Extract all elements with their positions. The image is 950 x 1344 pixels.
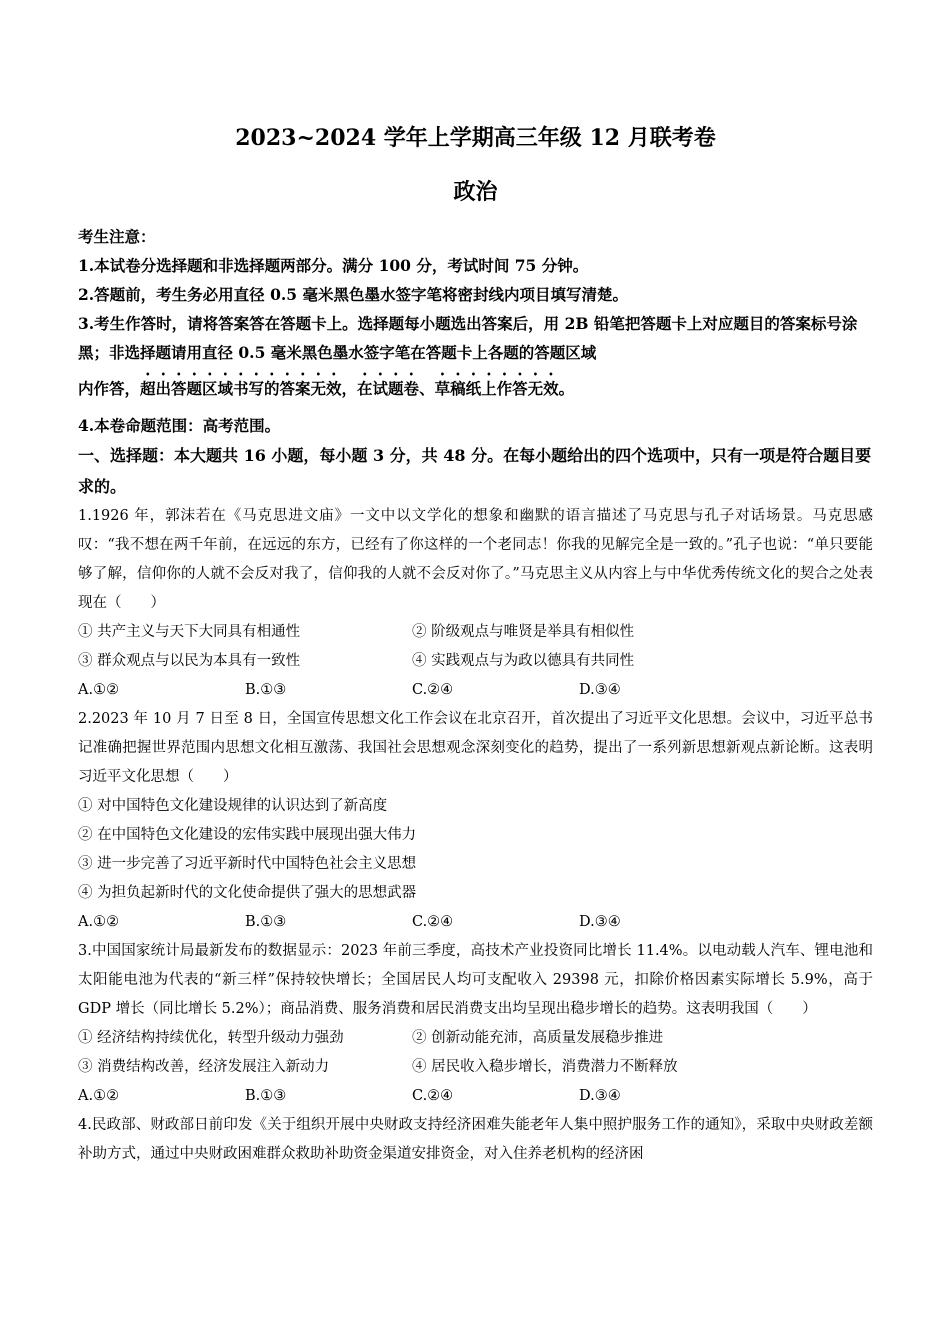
question-4 <box>78 1111 873 1169</box>
notice-heading: 考生注意： <box>78 227 156 246</box>
question-stem: 2.2023 年 10 月 7 日至 8 日，全国宣传思想文化工作会议在北京召开，首次提出了习近平文化思想。会议中，习近平总书记准确把握世界范围内思想文化相互激荡、我国社会思想观念深刻变化的趋势，提出了一系列新思想新观点新论断。这表明习近平文化思想（ ） <box>78 711 873 785</box>
option-4: ④ 居民收入稳步增长，消费潜力不断释放 <box>412 1059 678 1075</box>
section-heading: 一、选择题：本大题共 16 小题，每小题 3 分，共 48 分。在每小题给出的四个选项中，只有一项是符合题目要求的。 <box>78 446 872 496</box>
answer-a: A.①② <box>78 1088 120 1104</box>
option-2: ② 创新动能充沛，高质量发展稳步推进 <box>412 1030 664 1046</box>
question-stem: 1.1926 年，郭沫若在《马克思进文庙》一文中以文学化的想象和幽默的语言描述了马克思与孔子对话场景。马克思感叹：“我不想在两千年前，在远远的东方，已经有了你这样的一个老同志！你我的见解完全是一致的。”孔子也说：“单只要能够了解，信仰你的人就不会反对我了，信仰我的人就不会反对你了。”马克思主义从内容上与中华优秀传统文化的契合之处表现在（ ） <box>78 508 873 611</box>
option-row <box>78 647 873 676</box>
answer-d: D.③④ <box>579 1088 621 1104</box>
answer-d: D.③④ <box>579 682 621 698</box>
notice-text: 内作答， <box>78 379 141 398</box>
notice-item-3-cont <box>78 367 873 411</box>
notice-item-3: 3.考生作答时，请将答案答在答题卡上。选择题每小题选出答案后，用 2B 铅笔把答题卡上对应题目的答案标号涂黑；非选择题请用直径 0.5 毫米黑色墨水签字笔在答题卡上各题的答题区域 <box>78 314 858 362</box>
answer-row <box>78 908 873 937</box>
answer-b: B.①③ <box>245 682 287 698</box>
notice-text: 。 <box>558 379 575 398</box>
exam-title: 2023~2024 学年上学期高三年级 12 月联考卷 <box>235 125 716 151</box>
answer-a: A.①② <box>78 682 120 698</box>
option-1: ① 经济结构持续优化，转型升级动力强劲 <box>78 1030 344 1046</box>
answer-row <box>78 1082 873 1111</box>
answer-a: A.①② <box>78 914 120 930</box>
answer-row <box>78 676 873 705</box>
notice-item-2: 2.答题前，考生务必用直径 0.5 毫米黑色墨水签字笔将密封线内项目填写清楚。 <box>78 285 628 304</box>
notice-item-1: 1.本试卷分选择题和非选择题两部分。满分 100 分，考试时间 75 分钟。 <box>78 256 589 275</box>
option-4: ④ 为担负起新时代的文化使命提供了强大的思想武器 <box>78 885 417 901</box>
option-row <box>78 1053 873 1082</box>
notice-text: 、 <box>419 379 435 398</box>
notice-item-4: 4.本卷命题范围：高考范围。 <box>78 416 281 435</box>
question-stem: 3.中国国家统计局最新发布的数据显示：2023 年前三季度，高技术产业投资同比增长 11.4%。以电动载人汽车、锂电池和太阳能电池为代表的“新三样”保持较快增长；全国居民人均可支配收入 29398 元，扣除价格因素实际增长 5.9%，高于 GDP 增长（同比增长 5.2%）；商品消费、服务消费和居民消费支出均呈现出稳步增长的趋势。这表明我国（ ） <box>78 943 873 1017</box>
notice-text: ， <box>341 379 358 398</box>
answer-c: C.②④ <box>412 682 454 698</box>
option-3: ③ 群众观点与以民为本具有一致性 <box>78 653 301 669</box>
emphasized-text: 在试题卷 <box>357 379 420 398</box>
option-row <box>78 618 873 647</box>
answer-c: C.②④ <box>412 1088 454 1104</box>
question-2 <box>78 705 873 937</box>
answer-c: C.②④ <box>412 914 454 930</box>
question-1 <box>78 502 873 705</box>
option-3: ③ 消费结构改善，经济发展注入新动力 <box>78 1059 330 1075</box>
question-stem: 4.民政部、财政部日前印发《关于组织开展中央财政支持经济困难失能老年人集中照护服务工作的通知》，采取中央财政差额补助方式，通过中央财政困难群众救助补助资金渠道安排资金，对入住养老机构的经济困 <box>78 1117 873 1162</box>
emphasized-text: 草稿纸上作答无效 <box>434 379 559 398</box>
option-4: ④ 实践观点与为政以德具有共同性 <box>412 653 635 669</box>
answer-b: B.①③ <box>245 1088 287 1104</box>
option-1: ① 共产主义与天下大同具有相通性 <box>78 624 301 640</box>
exam-page <box>78 118 873 1169</box>
subject-title: 政治 <box>453 179 498 205</box>
option-2: ② 在中国特色文化建设的宏伟实践中展现出强大伟力 <box>78 827 417 843</box>
emphasized-text: 超出答题区域书写的答案无效 <box>140 379 342 398</box>
option-1: ① 对中国特色文化建设规律的认识达到了新高度 <box>78 798 388 814</box>
answer-d: D.③④ <box>579 914 621 930</box>
option-3: ③ 进一步完善了习近平新时代中国特色社会主义思想 <box>78 856 417 872</box>
notice-block <box>78 222 873 440</box>
question-3 <box>78 937 873 1111</box>
option-2: ② 阶级观点与唯贤是举具有相似性 <box>412 624 635 640</box>
option-row <box>78 1024 873 1053</box>
answer-b: B.①③ <box>245 914 287 930</box>
